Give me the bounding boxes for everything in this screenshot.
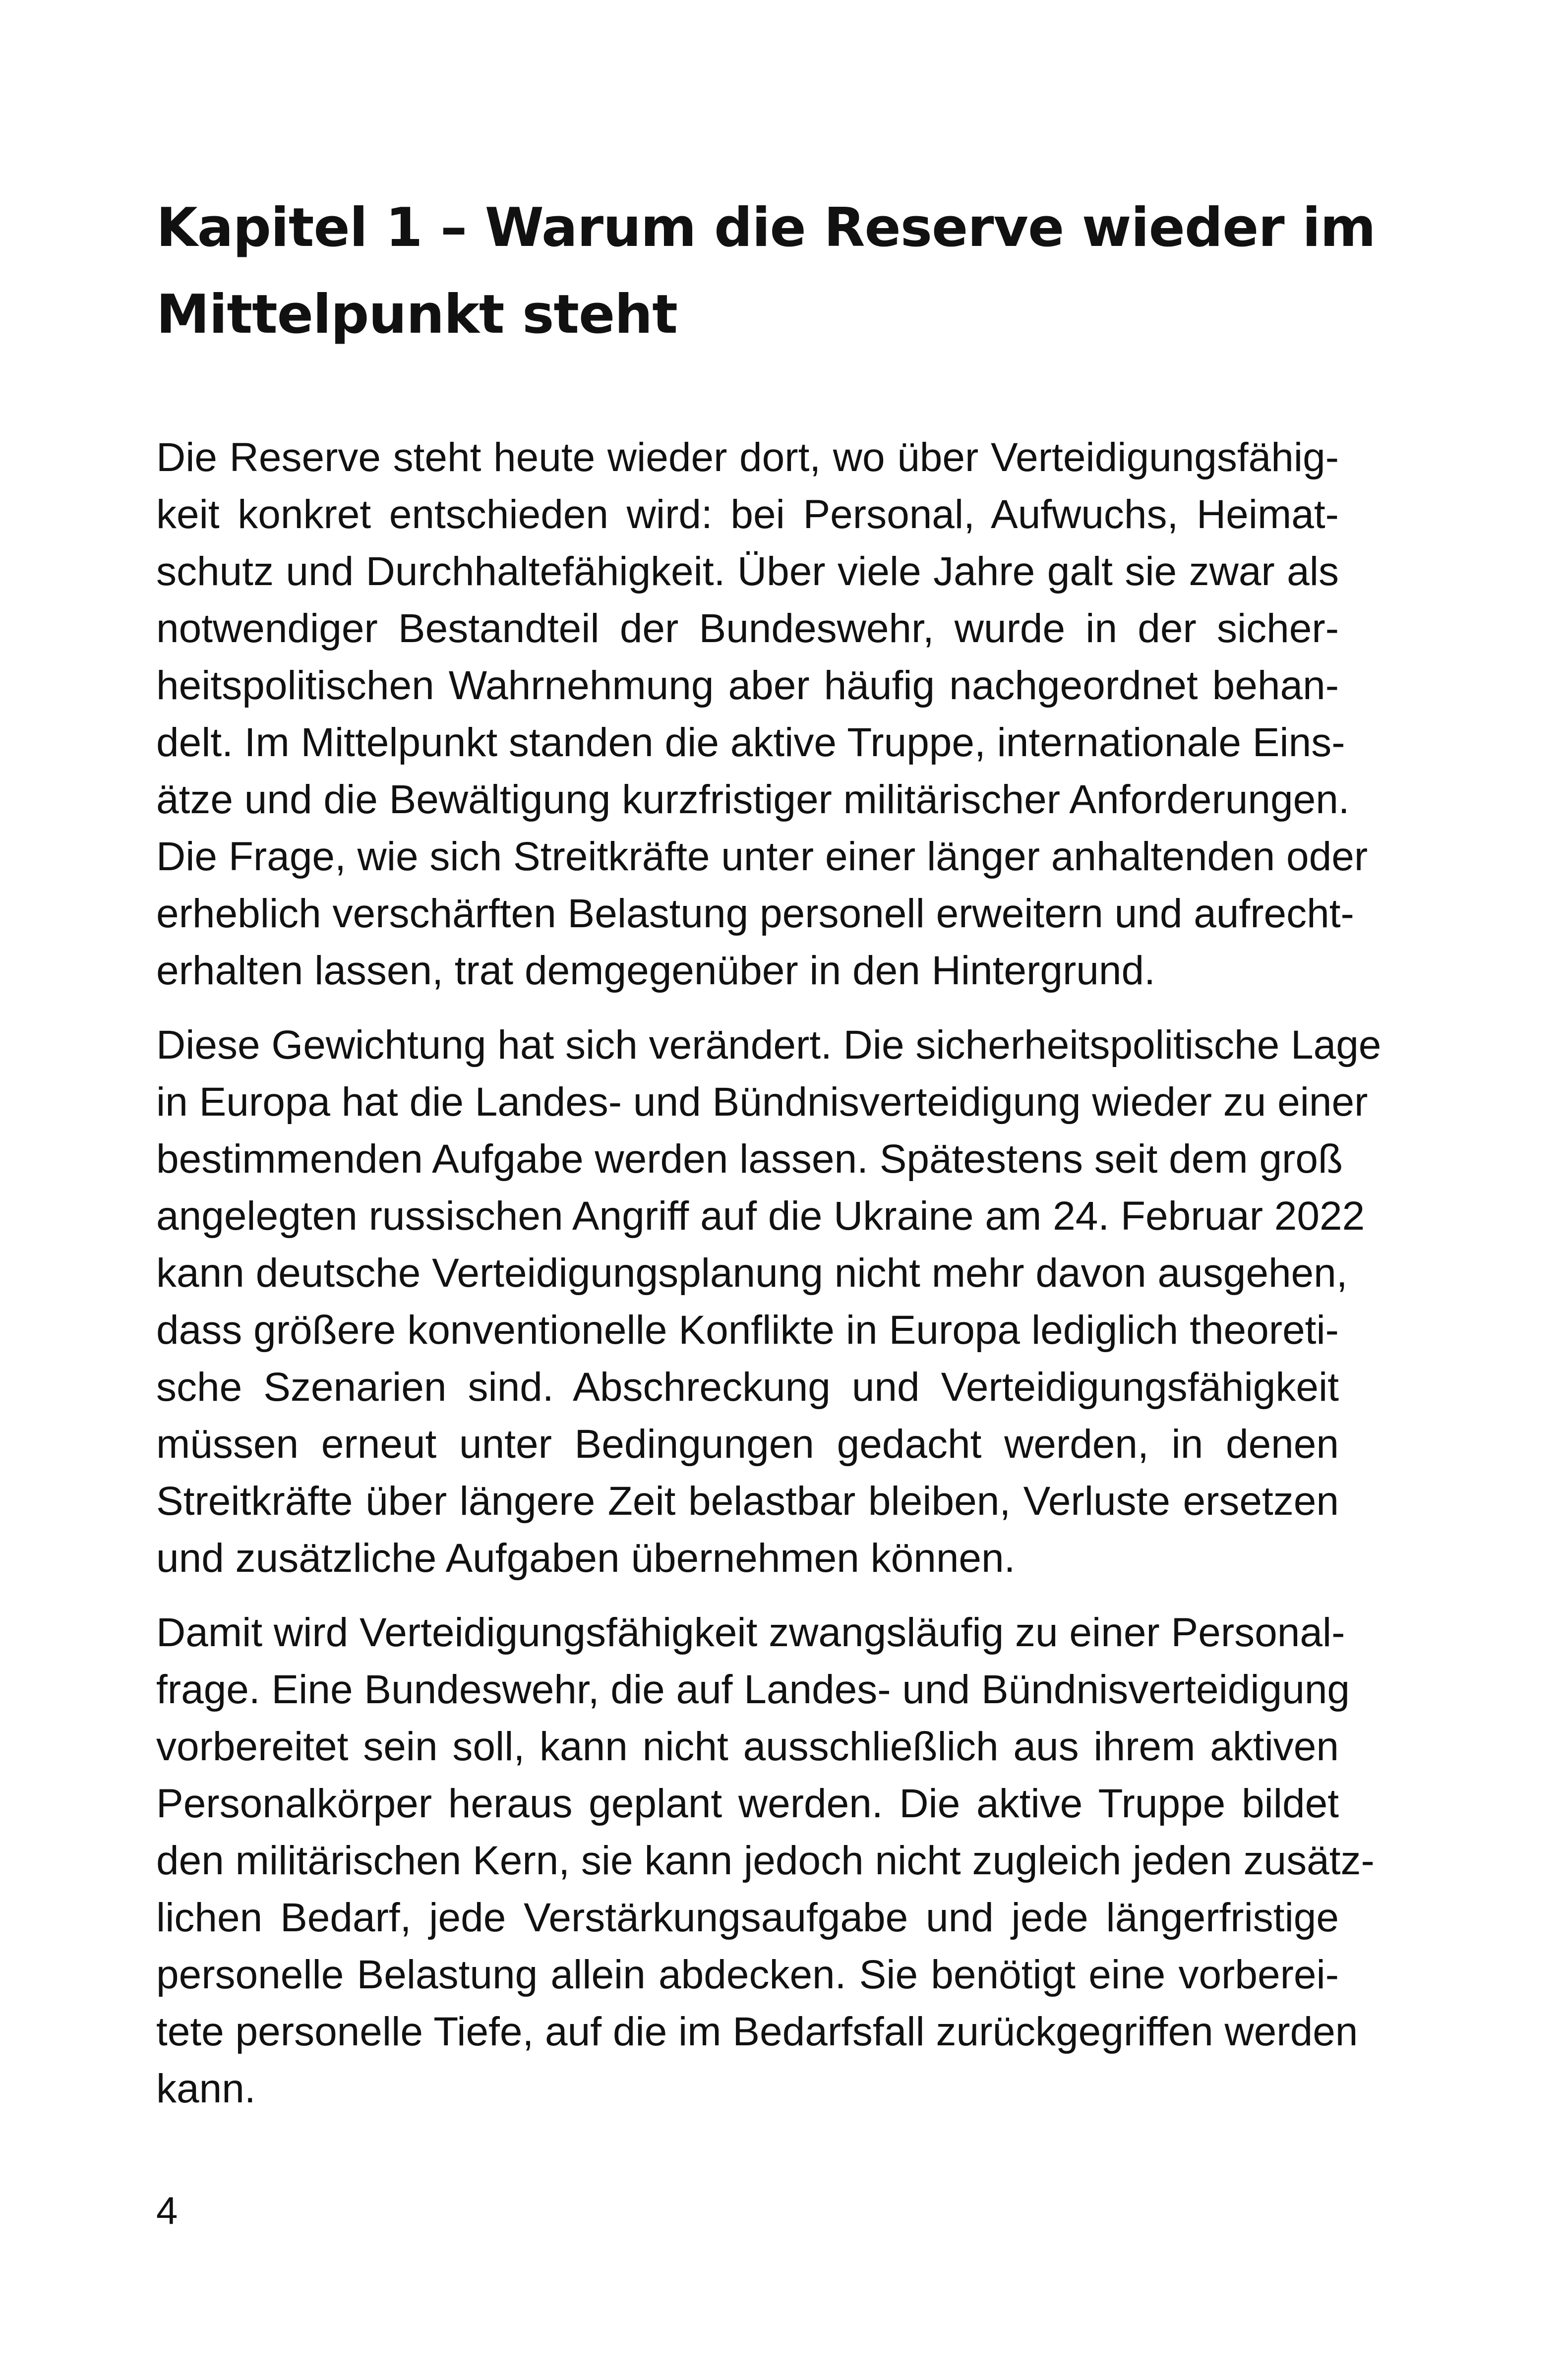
text-line: kann deutsche Verteidigungsplanung nicht mehr davon ausgehen, [156,1250,1348,1296]
chapter-title-line: Kapitel 1 – Warum die Reserve wieder im [156,197,1376,259]
text-line: Damit wird Verteidigungsfähigkeit zwangsläufig zu einer Personal- [156,1610,1345,1655]
text-line: vorbereitet sein soll, kann nicht ausschließlich aus ihrem aktiven [156,1724,1339,1769]
text-line: und zusätzliche Aufgaben übernehmen können. [156,1536,1016,1581]
text-line: bestimmenden Aufgabe werden lassen. Spätestens seit dem groß [156,1136,1343,1182]
text-line: Die Reserve steht heute wieder dort, wo über Verteidigungsfähig- [156,435,1339,480]
chapter-title-line: Mittelpunkt steht [156,284,677,346]
text-line: notwendiger Bestandteil der Bundeswehr, wurde in der sicher- [156,606,1339,651]
chapter-body [156,429,1382,2135]
text-line: erheblich verschärften Belastung personell erweitern und aufrecht- [156,891,1354,936]
text-line: personelle Belastung allein abdecken. Sie benötigt eine vorberei- [156,1952,1339,1997]
paragraph-1 [156,429,1368,999]
text-line: lichen Bedarf, jede Verstärkungsaufgabe und jede längerfristige [156,1895,1339,1940]
text-line: Diese Gewichtung hat sich verändert. Die sicherheitspolitische Lage [156,1022,1382,1068]
page-number: 4 [156,2189,178,2232]
text-line: den militärischen Kern, sie kann jedoch nicht zugleich jeden zusätz- [156,1838,1375,1883]
chapter-title [156,184,1376,358]
text-line: frage. Eine Bundeswehr, die auf Landes- und Bündnisverteidigung [156,1667,1350,1712]
text-line: ätze und die Bewältigung kurzfristiger militärischer Anforderungen. [156,777,1350,822]
text-line: erhalten lassen, trat demgegenüber in den Hintergrund. [156,948,1155,993]
text-line: müssen erneut unter Bedingungen gedacht werden, in denen [156,1422,1339,1467]
text-line: Streitkräfte über längere Zeit belastbar bleiben, Verluste ersetzen [156,1479,1339,1524]
text-line: tete personelle Tiefe, auf die im Bedarfsfall zurückgegriffen werden [156,2009,1358,2054]
paragraph-3 [156,1604,1375,2117]
text-line: keit konkret entschieden wird: bei Personal, Aufwuchs, Heimat- [156,492,1339,537]
text-line: schutz und Durchhaltefähigkeit. Über viele Jahre galt sie zwar als [156,549,1339,594]
text-line: Personalkörper heraus geplant werden. Die aktive Truppe bildet [156,1781,1339,1826]
text-line: in Europa hat die Landes- und Bündnisverteidigung wieder zu einer [156,1079,1368,1125]
paragraph-2 [156,1016,1382,1587]
text-line: delt. Im Mittelpunkt standen die aktive Truppe, internationale Eins- [156,720,1345,765]
text-line: sche Szenarien sind. Abschreckung und Verteidigungsfähigkeit [156,1365,1339,1410]
text-line: dass größere konventionelle Konflikte in Europa lediglich theoreti- [156,1308,1339,1353]
text-line: kann. [156,2066,256,2111]
text-line: angelegten russischen Angriff auf die Ukraine am 24. Februar 2022 [156,1193,1365,1239]
text-line: Die Frage, wie sich Streitkräfte unter einer länger anhaltenden oder [156,834,1368,879]
text-line: heitspolitischen Wahrnehmung aber häufig nachgeordnet behan- [156,663,1339,708]
